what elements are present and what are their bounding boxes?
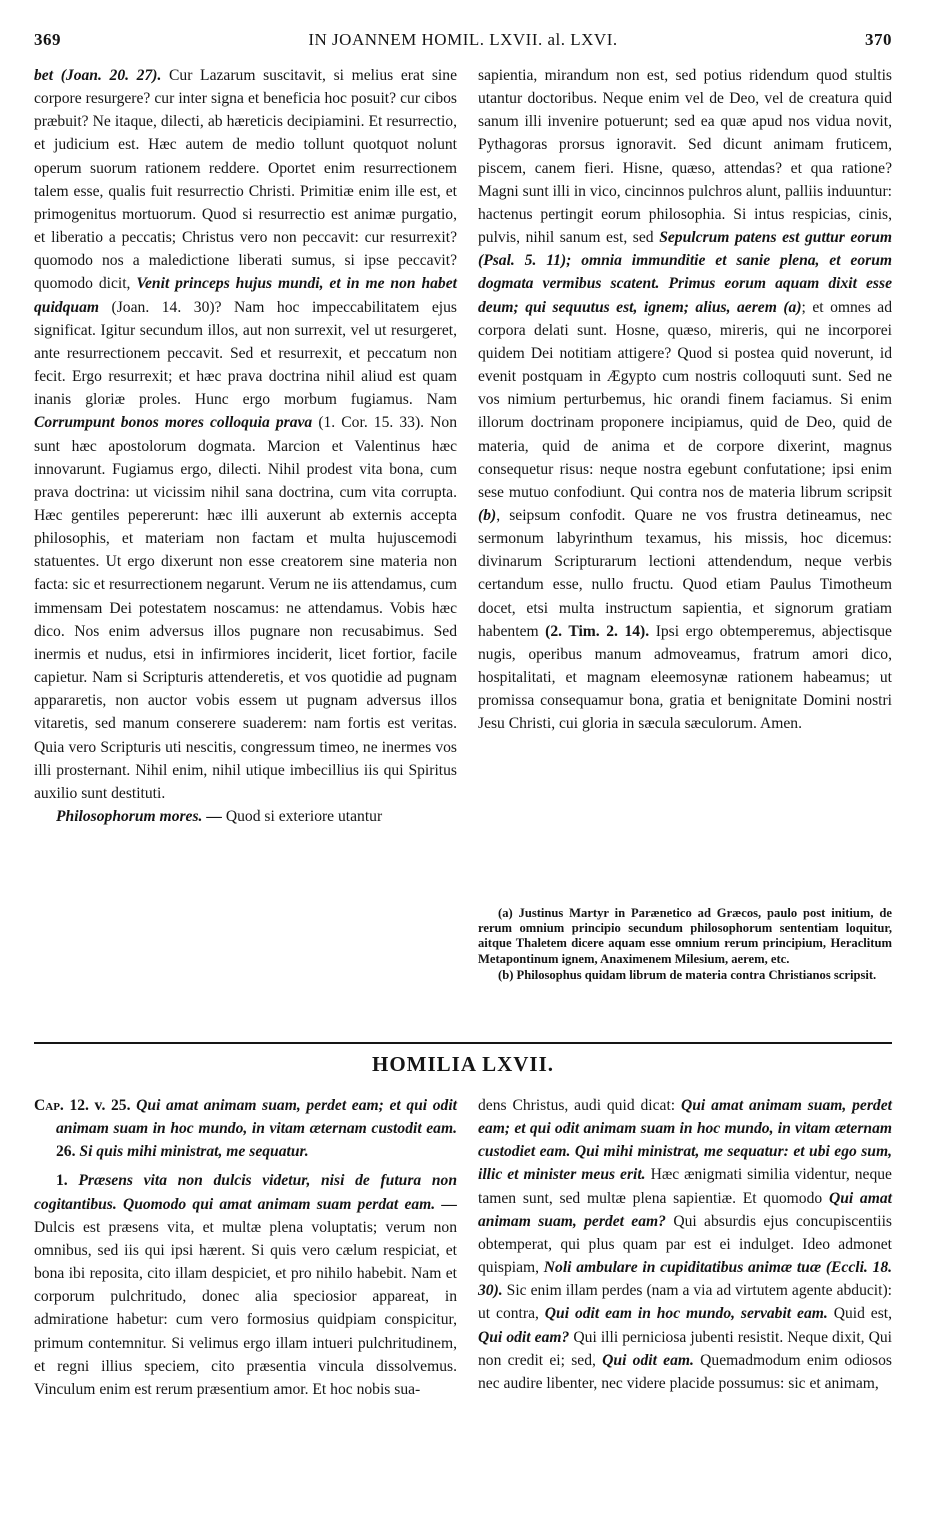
text-fragment: Qui absurdis ejus concupiscentiis obtemperat, qui plus quam par est ei indulget. Ideo admonet quispiam, <box>478 1212 892 1277</box>
paragraph <box>478 64 892 736</box>
text-fragment: , seipsum confodit. Quare ne vos frustra detineamus, nec sermonum labyrinthum texamus, his missis, hoc dicemus: divinarum Scripturarum lectioni attendendum, neque verbis certandum esse, nullo fructu. Quod etiam Paulus Timotheum docet, etsi multa instructum sapientia, et signorum gratiam habentem <box>478 506 892 640</box>
text-fragment: Quid est, <box>833 1305 893 1323</box>
text-fragment: ; et omnes ad corpora delati sunt. Hosne, quæso, mireris, qui ne incorporei quidem Dei notitiam attigere? Quod si postea quid noverunt, id evenit postquam in Ægypto cum nostris colloquuti sunt. Sed ne vos nimium perturbemus, hic orandi finem faciamus. Si enim illorum doctrinam proponere incipiamus, quid de Deo, quid de materia, quid de anima et de corpore dixerint, magnus consequetur risus: neque nostra egebunt confutatione; ipsi enim sese mutuo confodiunt. Qui contra nos de materia librum scripsit <box>478 298 892 501</box>
text-fragment: Dulcis est præsens vita, et multæ plena voluptatis; verum non omnibus, sed iis qui ipsi hærent. Si quis vero cælum respiciat, et bona ibi reposita, cito illam despiciet, et pro nihilo habebit. Nam et corporum pulchritudo, donec alia speciosior appareat, in admiratione habetur: cum vero formosius quidpiam conspicitur, primum contemnitur. Si velimus ergo illam intueri pulchritudinem, et regni illius speciem, cito præsentia vincula dissolvemus. Vinculum enim est rerum præsentium amor. Et hoc nobis sua- <box>34 1218 457 1398</box>
paragraph <box>34 1169 457 1401</box>
section-divider <box>34 1042 892 1044</box>
scripture-quote: Qui odit eam? <box>478 1328 570 1346</box>
text-fragment: Sic enim illam perdes (nam a via ad virtutem agente abducit): ut contra, <box>478 1282 892 1323</box>
running-head <box>34 30 892 56</box>
section-number: 1. <box>56 1172 68 1190</box>
paragraph <box>34 805 457 828</box>
text-fragment: Qui illi perniciosa jubenti resistit. Neque dixit, Qui non credit ei; sed, <box>478 1328 893 1369</box>
paragraph <box>478 1094 892 1395</box>
citation: (Joan. 20. 27). <box>60 67 162 84</box>
scripture-quote: Qui amat animam suam, perdet eam; et qui odit animam suam in hoc mundo, in vitam æternam custodit eam. <box>56 1097 458 1138</box>
paragraph <box>34 64 457 805</box>
text-fragment: bet <box>34 67 54 84</box>
scripture-quote: Qui amat animam suam, perdet eam; et qui odit animam suam in hoc mundo, in vitam æternam custodiet eam. Qui mihi ministrat, me sequatur: et ubi ego sum, illic et minister meus erit. <box>478 1097 892 1184</box>
text-fragment: Cur Lazarum suscitavit, si melius erat sine corpore resurgere? cur inter signa et beneficia hoc posuit? cur cibos præbuit? Ne itaque, dilecti, ab hæreticis decipiamini. Et resurrectio, et judicium est. Hæc autem de medio tollunt quotquot nolunt operum suorum rationem reddere. Oportet enim resurrectionem talem esse, qualis fuit resurrectio Christi. Primitiæ enim ille est, et primogenitus mortuorum. Quod si resurrectio est animæ purgatio, et liberatio a peccatis; Christus vero non peccavit: cur resurrexit? quomodo nos a maledictione liberati sumus, si ipse peccavit? quomodo dicit, <box>34 67 457 293</box>
footnote-ref: (b) <box>478 506 497 524</box>
page-number-right: 370 <box>865 30 892 49</box>
text-fragment: sapientia, mirandum non est, sed potius ridendum quod stultis utantur doctoribus. Neque enim vel de Deo, vel de creatura quid sanum illi invenire potuerunt; sed ea quæ apud nos vidua novit, Pythagoras prorsus ignoravit. Sed dicunt animam fruticem, piscem, canem fieri. Hisne, quæso, attendas? et qua ratione? Magni sunt illi in vico, cincinnos pulchros alunt, palliis induuntur: hactenus pertingit eorum philosophia. Si intus respicias, cinis, pulvis, nihil sanum est, sed <box>478 67 892 247</box>
scripture-quote: Si quis mihi ministrat, me sequatur. <box>79 1143 309 1161</box>
footnote-a: (a) Justinus Martyr in Parænetico ad Græcos, paulo post initium, de rerum omnium principio secundum philosophorum sententiam loquitur, aitque Thaletem dicere aquam esse omnium rerum principium, Heraclitum Metapontinum ignem, Anaximenem Milesium, aerem, etc. <box>478 906 892 966</box>
scripture-quote: Noli ambulare in cupiditatibus animæ tuæ <box>543 1259 822 1277</box>
page-number-left: 369 <box>34 30 61 49</box>
chapter-verse-lemma <box>34 1094 457 1163</box>
scripture-quote: Venit princeps hujus mundi, et in me non habet quidquam <box>34 275 457 316</box>
citation: (Eccli. 18. 30). <box>478 1259 893 1300</box>
running-title: IN JOANNEM HOMIL. LXVII. al. LXVI. <box>308 30 618 49</box>
footnote-ref: (a) <box>783 298 802 316</box>
column-top-right <box>478 64 892 904</box>
homily-title: HOMILIA LXVII. <box>371 1052 555 1076</box>
verse-ref: 12. v. 25. <box>69 1097 131 1114</box>
text-fragment: Ipsi ergo obtemperemus, abjectisque nugis, operibus manum admoveamus, fratrum amori dico, hospitalitati, et magnam eleemosynæ rationem habeamus; ut promissa consequamur bona, gratia et benignitate Domini nostri Jesu Christi, cui gloria in sæcula sæculorum. Amen. <box>478 622 892 733</box>
text-fragment: Quod si exteriore utantur <box>225 808 383 825</box>
section-heading: Philosophorum mores. — <box>56 808 222 825</box>
scripture-quote: Sepulcrum patens est guttur eorum <box>659 229 893 247</box>
cap-label: Cap. <box>34 1097 64 1114</box>
section-heading: Præsens vita non dulcis videtur, nisi de futura non cogitantibus. Quomodo qui amat animam suam perdat eam. — <box>34 1172 457 1213</box>
footnote-b: (b) Philosophus quidam librum de materia contra Christianos scripsit. <box>498 967 877 982</box>
text-fragment: dens Christus, audi quid dicat: <box>478 1097 676 1114</box>
text-fragment: (Joan. 14. 30)? Nam hoc impeccabilitatem ejus significat. Igitur secundum illos, aut non surrexit, vel ut resurgeret, ante resurrectionem peccavit. Sed et resurrexit, et peccatum non fecit. Ergo resurrexit; et hæc prava doctrina nihil aliud est quam inanis gloriæ proles. Hunc ergo morbum fugiamus. Nam <box>34 298 457 409</box>
column-bottom-left <box>34 1094 457 1524</box>
scripture-quote: Qui odit eam. <box>602 1351 694 1369</box>
verse-ref: 26. <box>56 1143 76 1161</box>
text-fragment: (1. Cor. 15. 33). Non sunt hæc apostolorum dogmata. Marcion et Valentinus hæc innovarunt. Fugiamus ergo, dilecti. Nihil prodest vita bona, cum prava doctrina: ut vicissim nihil sana doctrina, cum vita corrupta. Hæc gentiles pepererunt: hæc illi auxerunt ab externis accepta philosophis, et materiam non factam et multa hujuscemodi statuentes. Ut ergo dixerunt non esse creatorem sine materia non facta: sic et resurrectionem negarunt. Verum ne iis attendamus, cum immensam Dei potestatem noscamus: ne attendamus. Vobis hæc dico. Nos enim adversus illos pugnare non recusabimus. Sed inermis et nudus, etsi in infirmiores inciderit, licet fortior, facile capietur. Nam si Scripturis attenderetis, et vos quotidie ad pugnam appararetis, non auctor vobis essem ut pugnam adversus illos vitaretis, sed manum conserere suaderem: nam fortis est veritas. Quia vero Scripturis uti nescitis, congressum timeo, ne inermes vos illi prosternant. Nihil enim, nihil utique imbecillius iis qui Spiritus auxilio sunt destituti. <box>34 414 457 802</box>
scripture-quote: Qui amat animam suam, perdet eam? <box>478 1189 892 1230</box>
scripture-quote: Corrumpunt bonos mores colloquia prava <box>34 414 313 432</box>
column-top-left <box>34 64 457 1024</box>
text-fragment: Quemadmodum enim odiosos nec audire libenter, nec videre placide possumus: sic et animam, <box>478 1351 892 1392</box>
scripture-quote: Qui odit eam in hoc mundo, servabit eam. <box>544 1305 828 1323</box>
citation: (2. Tim. 2. 14). <box>545 622 650 640</box>
column-bottom-right <box>478 1094 892 1524</box>
text-fragment: Hæc ænigmati similia videntur, neque tamen sunt, sed multæ plena sapientiæ. Et quomodo <box>478 1166 892 1207</box>
footnotes <box>478 906 892 983</box>
citation: (Psal. 5. 11); omnia immunditie et sanie plena, et eorum dogmata vermibus scatent. Primus eorum aquam dixit esse deum; qui sequutus est, ignem; alius, aerem <box>478 252 892 316</box>
